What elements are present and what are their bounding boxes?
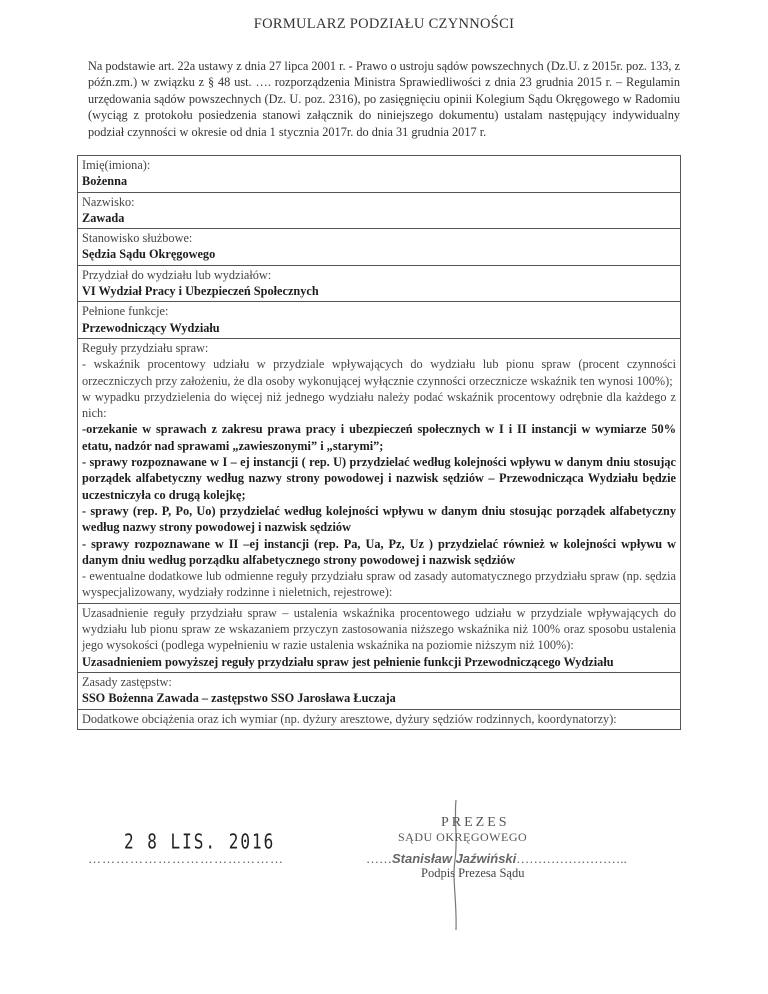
position-value: Sędzia Sądu Okręgowego [82, 247, 216, 262]
rules-multi-department-note: w wypadku przydzielenia do więcej niż jednego wydziału należy podać wskaźnik procentowy odrębnie dla każdego z nich: [82, 389, 676, 421]
department-value: VI Wydział Pracy i Ubezpieczeń Społecznych [82, 284, 319, 299]
signature-name: Stanisław Jaźwiński [392, 851, 517, 866]
first-name-section [78, 156, 680, 193]
substitution-value: SSO Bożenna Zawada – zastępstwo SSO Jarosława Łuczaja [82, 691, 396, 706]
functions-label: Pełnione funkcje: [82, 304, 169, 319]
functions-section [78, 302, 680, 339]
department-section [78, 266, 680, 303]
position-section [78, 229, 680, 266]
justification-label: Uzasadnienie reguły przydziału spraw – ustalenia wskaźnika procentowego udziału w przydziale wpływających do wydziału lub pionu spraw ze wskazaniem przyczyn zastosowania niższego wskaźnika niż 100% oraz sposobu ustalenia jego wysokości (podlega wypełnieniu w razie ustalenia wskaźnika na poziomie niższym niż 100%): [82, 605, 676, 653]
signature-line [366, 851, 627, 867]
date-stamp: 2 8 LIS. 2016 [124, 829, 276, 854]
rules-label: Reguły przydziału spraw: [82, 340, 209, 355]
rules-percentage-note: - wskaźnik procentowy udziału w przydziale wpływających do wydziału lub pionu spraw (procent czynności orzeczniczych przy założeniu, że dla osoby wykonującej wyłącznie czynności orzecznicze wskaźnik ten wynosi 100%); [82, 357, 676, 388]
stamp-subtitle: SĄDU OKRĘGOWEGO [398, 830, 528, 844]
rule-labor-law: -orzekanie w sprawach z zakresu prawa pracy i ubezpieczeń społecznych w I i II instancji w wymiarze 50% etatu, nadzór nad sprawami „zawieszonymi” i „starymi”; [82, 422, 676, 453]
last-name-section [78, 193, 680, 230]
intro-paragraph: Na podstawie art. 22a ustawy z dnia 27 lipca 2001 r. - Prawo o ustroju sądów powszechnych (Dz.U. z 2015r. poz. 133, z późn.zm.) w związku z § 48 ust. …. rozporządzenia Ministra Sprawiedliwości z dnia 23 grudnia 2015 r. – Regulamin urzędowania sądów powszechnych (Dz. U. poz. 2316), po zasięgnięciu opinii Kolegium Sądu Okręgowego w Radomiu (wyciąg z protokołu posiedzenia stanowi załącznik do niniejszego dokumentu) ustalam następujący indywidualny podział czynności w okresie od dnia 1 stycznia 2017r. do dnia 31 grudnia 2017 r. [88, 59, 680, 139]
first-name-label: Imię(imiona): [82, 158, 151, 172]
rules-additional-note: - ewentualne dodatkowe lub odmienne reguły przydziału spraw od zasady automatycznego przydziału spraw (np. sędzia wyspecjalizowany, wydziały rodzinne i nieletnich, rejestrowe): [82, 569, 676, 600]
justification-section [78, 604, 680, 673]
position-label: Stanowisko służbowe: [82, 231, 193, 246]
last-name-label: Nazwisko: [82, 194, 135, 209]
signature-caption: Podpis Prezesa Sądu [421, 866, 525, 880]
allocation-form [77, 155, 681, 730]
substitution-label: Zasady zastępstw: [82, 674, 172, 689]
first-name-value: Bożenna [82, 174, 128, 189]
rule-p-po-uo: - sprawy (rep. P, Po, Uo) przydzielać według kolejności wpływu w danym dniu stosując porządek alfabetyczny według nazwy strony powodowej i nazwisk sędziów [82, 503, 676, 535]
signature-dots-after: …………………….. [516, 851, 627, 866]
functions-value: Przewodniczący Wydziału [82, 320, 220, 335]
signature-dots-before: …… [366, 851, 392, 866]
department-label: Przydział do wydziału lub wydziałów: [82, 267, 272, 282]
substitution-section [78, 673, 680, 710]
rules-section [78, 339, 680, 604]
stamp-title: PREZES [441, 815, 510, 830]
last-name-value: Zawada [82, 210, 125, 225]
extra-duties-section [78, 710, 680, 729]
date-dotted-line: …………………………………… [88, 851, 284, 866]
justification-value: Uzasadnieniem powyższej reguły przydziału spraw jest pełnienie funkcji Przewodniczącego Wydziału [82, 654, 614, 669]
extra-duties-label: Dodatkowe obciążenia oraz ich wymiar (np. dyżury aresztowe, dyżury sędziów rodzinnych, koordynatorzy): [82, 711, 617, 726]
document-title: FORMULARZ PODZIAŁU CZYNNOŚCI [253, 16, 515, 32]
rule-second-instance: - sprawy rozpoznawane w II –ej instancji (rep. Pa, Ua, Pz, Uz ) przydzielać również w kolejności wpływu w danym dniu według porządku alfabetycznego strony powodowej i nazwisk sędziów [82, 536, 676, 567]
rule-first-instance: - sprawy rozpoznawane w I – ej instancji ( rep. U) przydzielać według kolejności wpływu w danym dniu stosując porządek alfabetyczny według nazwy strony powodowej i nazwisk sędziów – Przewodnicząca Wydziału będzie uczestniczyła co drugą kolejkę; [82, 455, 676, 502]
